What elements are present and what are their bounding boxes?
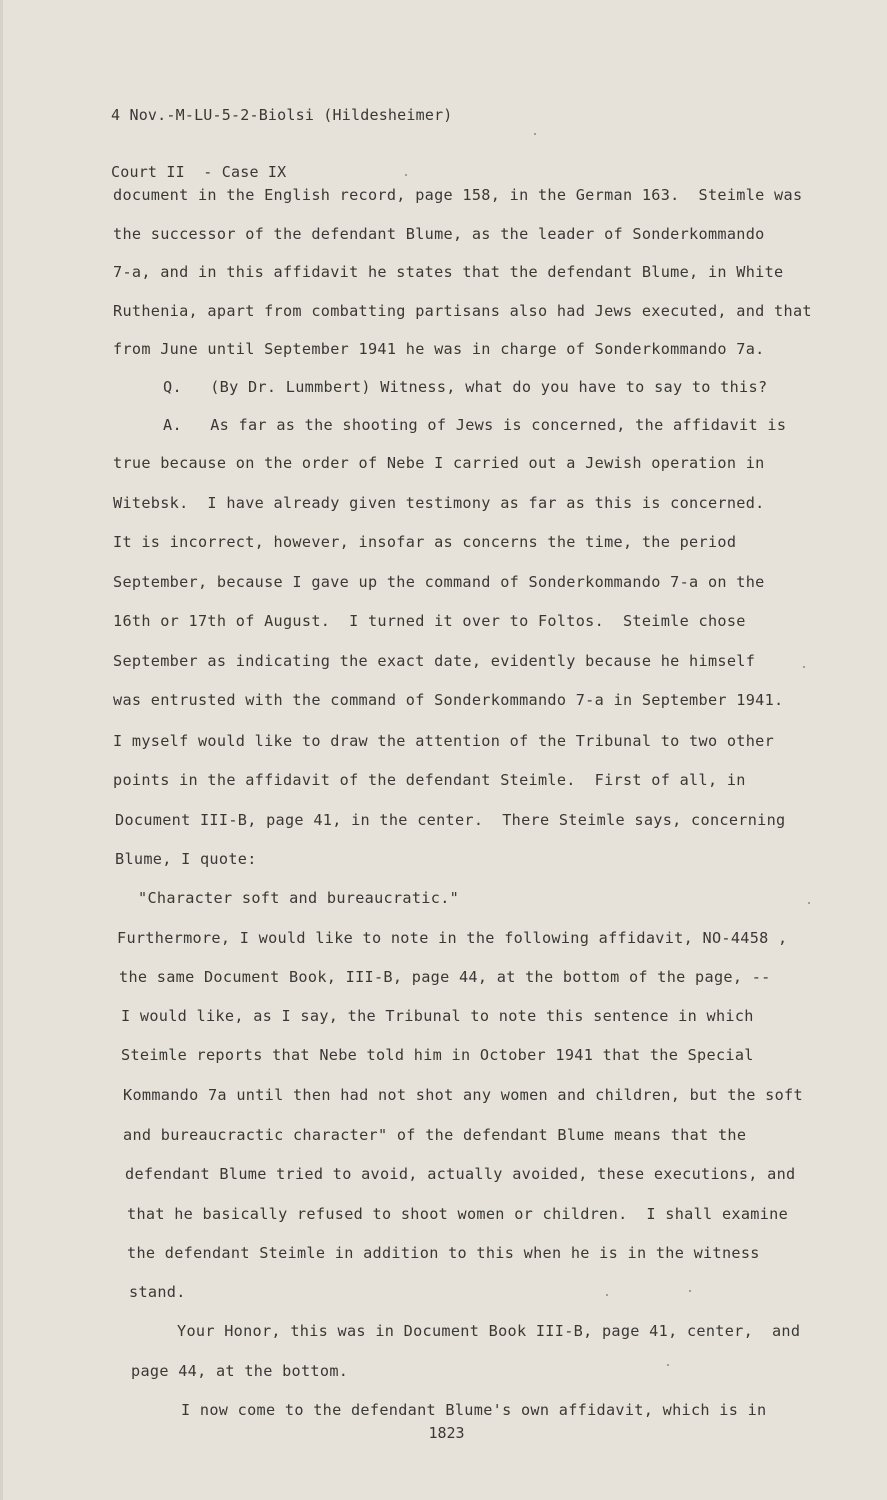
transcript-line: I now come to the defendant Blume's own affidavit, which is in (181, 1400, 767, 1419)
transcript-body (113, 176, 833, 1430)
transcript-line: Ruthenia, apart from combatting partisans also had Jews executed, and that (113, 301, 812, 320)
transcript-line: A. As far as the shooting of Jews is concerned, the affidavit is (163, 416, 787, 435)
paper-speck (803, 666, 805, 668)
transcript-line: Q. (By Dr. Lummbert) Witness, what do you have to say to this? (163, 377, 768, 396)
transcript-line: I myself would like to draw the attention of the Tribunal to two other (113, 731, 775, 750)
paper-speck (405, 174, 407, 176)
transcript-line: It is incorrect, however, insofar as concerns the time, the period (113, 532, 737, 551)
transcript-line: September as indicating the exact date, evidently because he himself (113, 652, 756, 671)
transcript-line: September, because I gave up the command of Sonderkommando 7-a on the (113, 572, 765, 591)
paper-speck (606, 1294, 608, 1296)
page-number: 1823 (428, 1424, 465, 1442)
transcript-line: Blume, I quote: (115, 850, 257, 869)
paper-speck (689, 1290, 691, 1292)
transcript-line: the defendant Steimle in addition to this when he is in the witness (127, 1244, 760, 1263)
paper-speck (534, 133, 536, 135)
transcript-line: the same Document Book, III-B, page 44, at the bottom of the page, -- (119, 967, 771, 986)
header-line-session: 4 Nov.-M-LU-5-2-Biolsi (Hildesheimer) (111, 106, 453, 124)
transcript-line: Witebsk. I have already given testimony as far as this is concerned. (113, 493, 765, 512)
transcript-line: from June until September 1941 he was in charge of Sonderkommando 7a. (113, 339, 765, 358)
transcript-line: Document III-B, page 41, in the center. There Steimle says, concerning (115, 811, 786, 829)
transcript-line: defendant Blume tried to avoid, actually avoided, these executions, and (125, 1164, 796, 1183)
transcript-line: document in the English record, page 158, in the German 163. Steimle was (113, 186, 803, 204)
transcript-line: 7-a, and in this affidavit he states that the defendant Blume, in White (113, 263, 784, 282)
transcript-line: true because on the order of Nebe I carried out a Jewish operation in (113, 454, 765, 473)
header-line-court: Court II - Case IX (111, 163, 287, 181)
transcript-line: the successor of the defendant Blume, as the leader of Sonderkommando (113, 225, 765, 244)
transcript-line: I would like, as I say, the Tribunal to note this sentence in which (121, 1006, 754, 1025)
transcript-line: was entrusted with the command of Sonderkommando 7-a in September 1941. (113, 691, 784, 710)
transcript-line: and bureaucractic character" of the defendant Blume means that the (123, 1125, 747, 1144)
transcript-line: page 44, at the bottom. (131, 1361, 349, 1380)
paper-speck (808, 902, 810, 904)
transcript-line: Furthermore, I would like to note in the following affidavit, NO-4458 , (117, 928, 788, 947)
transcript-line: that he basically refused to shoot women or children. I shall examine (127, 1204, 789, 1223)
transcript-line: Your Honor, this was in Document Book III-B, page 41, center, and (177, 1322, 801, 1341)
transcript-line: 16th or 17th of August. I turned it over to Foltos. Steimle chose (113, 612, 746, 631)
transcript-line: points in the affidavit of the defendant Steimle. First of all, in (113, 770, 746, 789)
transcript-line: Steimle reports that Nebe told him in October 1941 that the Special (121, 1046, 754, 1065)
paper-speck (667, 1364, 669, 1366)
transcript-line: "Character soft and bureaucratic." (138, 889, 460, 908)
transcript-line: Kommando 7a until then had not shot any women and children, but the soft (123, 1086, 803, 1105)
transcript-line: stand. (129, 1283, 186, 1302)
